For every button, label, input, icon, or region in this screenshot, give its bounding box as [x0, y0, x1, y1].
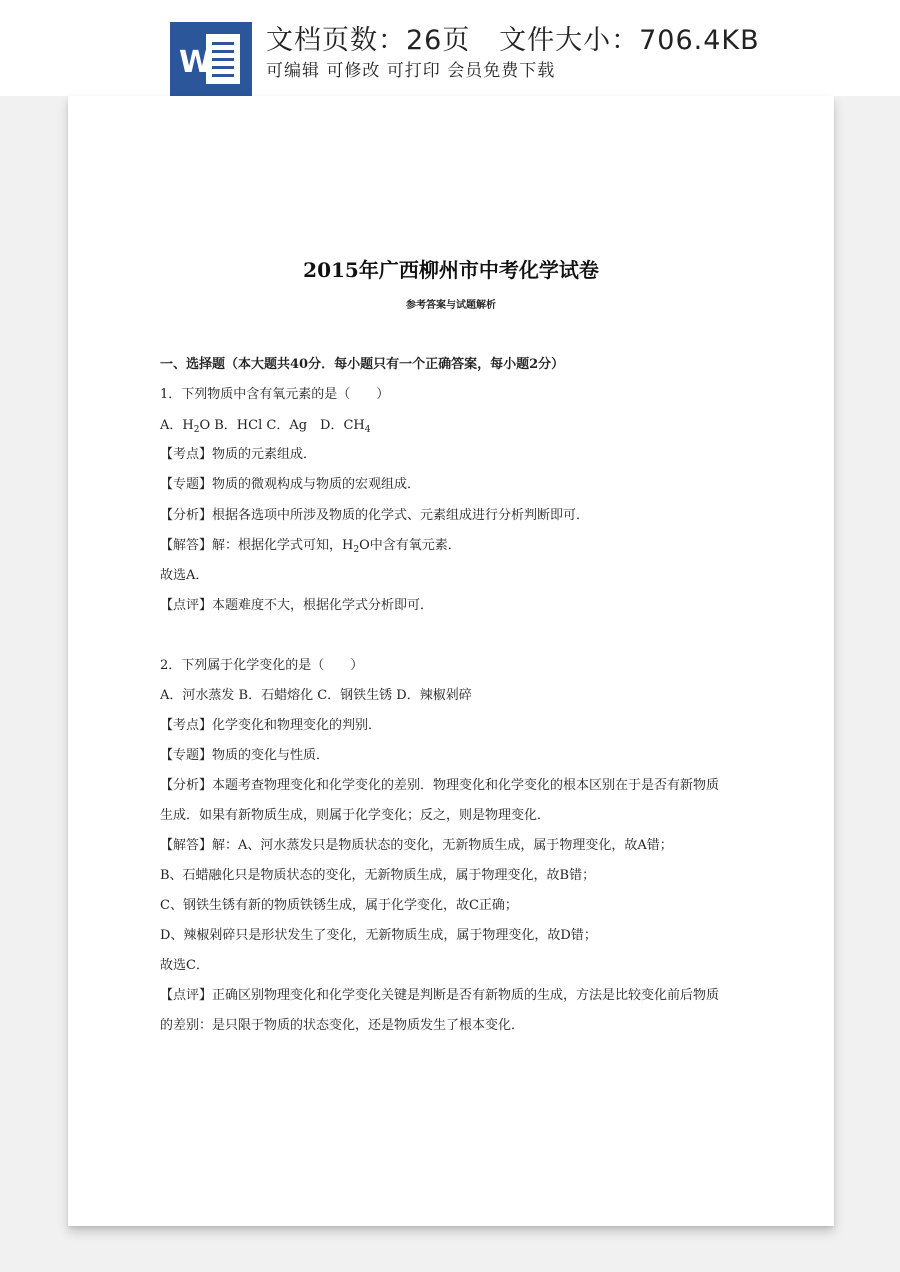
download-banner: [0, 0, 900, 96]
q2-jieda-line-1: 【解答】解：A、河水蒸发只是物质状态的变化，无新物质生成，属于物理变化，故A错；: [160, 838, 673, 853]
q1-zhuanti: 【专题】物质的微观构成与物质的宏观组成．: [160, 477, 421, 492]
q2-dianping-line-1: 【点评】正确区别物理变化和化学变化关键是判断是否有新物质的生成，方法是比较变化前后物质: [160, 988, 720, 1003]
q2-jieda-line-3: C、钢铁生锈有新的物质铁锈生成，属于化学变化，故C正确；: [160, 898, 518, 913]
q2-fenxi-line-1: 【分析】本题考查物理变化和化学变化的差别．物理变化和化学变化的根本区别在于是否有新物质: [160, 778, 720, 793]
document-subtitle: 参考答案与试题解析: [406, 300, 496, 311]
q1-kaodian: 【考点】物质的元素组成．: [160, 447, 317, 462]
section-heading: 一、选择题（本大题共40分．每小题只有一个正确答案，每小题2分）: [160, 357, 565, 372]
q2-answer: 故选C．: [160, 958, 209, 973]
q2-kaodian: 【考点】化学变化和物理变化的判别．: [160, 718, 382, 733]
q2-jieda-line-2: B、石蜡融化只是物质状态的变化，无新物质生成，属于物理变化，故B错；: [160, 868, 596, 883]
q2-zhuanti: 【专题】物质的变化与性质．: [160, 748, 330, 763]
word-icon-letter: W: [179, 45, 213, 80]
question-1-options: A．$H_2O$ B．HCl C．Ag D．$CH_4$: [160, 418, 371, 435]
document-title: 2015年广西柳州市中考化学试卷: [303, 258, 599, 282]
q2-fenxi-line-2: 生成．如果有新物质生成，则属于化学变化；反之，则是物理变化．: [160, 808, 551, 823]
question-2-options: A．河水蒸发 B．石蜡熔化 C．钢铁生锈 D．辣椒剁碎: [160, 688, 472, 703]
question-2: 2．下列属于化学变化的是（ ）: [160, 658, 364, 673]
q1-jieda: 【解答】解：根据化学式可知，$H_2O$中含有氧元素．: [160, 538, 461, 555]
word-document-icon: [170, 22, 252, 96]
q1-answer: 故选A．: [160, 568, 209, 583]
document-page: [68, 96, 834, 1226]
file-info-features: 可编辑 可修改 可打印 会员免费下载: [266, 61, 556, 81]
q1-fenxi: 【分析】根据各选项中所涉及物质的化学式、元素组成进行分析判断即可．: [160, 508, 590, 523]
file-info-title: 文档页数：26页 文件大小：706.4KB: [266, 25, 760, 56]
q2-dianping-line-2: 的差别：是只限于物质的状态变化，还是物质发生了根本变化．: [160, 1018, 525, 1033]
q1-dianping: 【点评】本题难度不大，根据化学式分析即可．: [160, 598, 434, 613]
question-1: 1．下列物质中含有氧元素的是（ ）: [160, 387, 390, 402]
q2-jieda-line-4: D、辣椒剁碎只是形状发生了变化，无新物质生成，属于物理变化，故D错；: [160, 928, 597, 943]
